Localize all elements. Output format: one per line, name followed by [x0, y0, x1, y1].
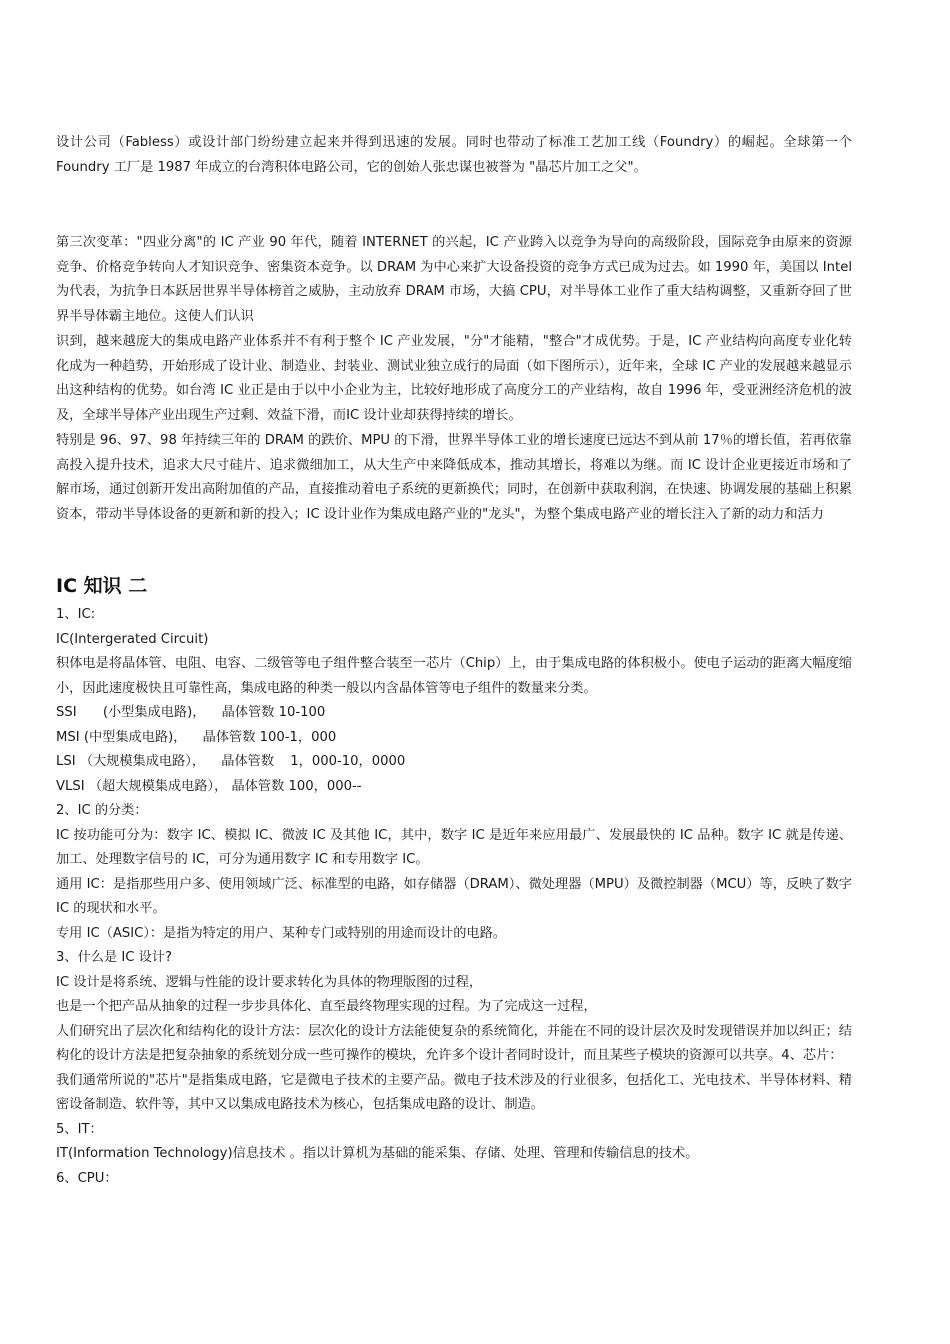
class-range: 100，000-- [288, 778, 362, 794]
class-name: （超大规模集成电路）， [88, 778, 228, 794]
class-range: 100-1，000 [259, 729, 337, 745]
third-change-paragraph: 第三次变革："四业分离"的 IC 产业 90 年代，随着 INTERNET 的兴起，IC 产业跨入以竞争为导向的高级阶段，国际竞争由原来的资源竞争、价格竞争转向人才知识竞争、密集资本竞争。以 DRAM 为中心来扩大设备投资的竞争方式已成为过去。如 1990 年，美国以 Intel 为代表，为抗争日本跃居世界半导体榜首之威胁，主动放弃 DRAM 市场，大搞 CPU，对半导体工业作了重大结构调整，又重新夺回了世界半导体霸主地位。这使人们认识 [56, 235, 852, 324]
q5-paragraph: IT(Information Technology)信息技术 。指以计算机为基础的能采集、存储、处理、管理和传输信息的技术。 [56, 1146, 699, 1161]
class-abbr: MSI [56, 729, 80, 745]
q1-description: 积体电是将晶体管、电阻、电容、二级管等电子组件整合装至一芯片（Chip）上，由于集成电路的体积极小。使电子运动的距离大幅度缩小，因此速度极快且可靠性高，集成电路的种类一般以内含晶体管等电子组件的数量来分类。 [56, 656, 852, 696]
q5-title: 5、IT： [56, 1121, 103, 1137]
q3-paragraph-1: IC 设计是将系统、逻辑与性能的设计要求转化为具体的物理版图的过程， [56, 974, 483, 990]
class-range: 1，000-10，0000 [290, 754, 406, 769]
q4-paragraph: 我们通常所说的"芯片"是指集成电路，它是微电子技术的主要产品。微电子技术涉及的行业很多，包括化工、光电技术、半导体材料、精密设备制造、软件等，其中又以集成电路技术为核心，包括集成电路的设计、制造。 [56, 1072, 852, 1112]
q1-fullname: IC(Intergerated Circuit) [56, 631, 209, 647]
q2-paragraph-general: 通用 IC：是指那些用户多、使用领域广泛、标准型的电路，如存储器（DRAM）、微处理器（MPU）及微控制器（MCU）等，反映了数字 IC 的现状和水平。 [56, 876, 852, 916]
industry-structure-paragraph: 识到，越来越庞大的集成电路产业体系并不有利于整个 IC 产业发展，"分"才能精，"整合"才成优势。于是，IC 产业结构向高度专业化转化成为一种趋势，开始形成了设计业、制造业、封装业、测试业独立成行的局面（如下图所示），近年来，全球 IC 产业的发展越来越显示出这种结构的优势。如台湾 IC 业正是由于以中小企业为主，比较好地形成了高度分工的产业结构，故自 1996 年，受亚洲经济危机的波及，全球半导体产业出现生产过剩、效益下滑，而IC 设计业却获得持续的增长。 [56, 334, 852, 423]
q2-title: 2、IC 的分类： [56, 803, 148, 818]
q2-paragraph-functions: IC 按功能可分为：数字 IC、模拟 IC、微波 IC 及其他 IC，其中，数字 IC 是近年来应用最广、发展最快的 IC 品种。数字 IC 就是传递、加工、处理数字信号的 IC，可分为通用数字 IC 和专用数字 IC。 [56, 827, 852, 867]
ic-knowledge-section [56, 603, 852, 1191]
class-abbr: LSI [56, 754, 76, 769]
class-row-msi [56, 726, 852, 751]
q3-paragraph-3: 人们研究出了层次化和结构化的设计方法：层次化的设计方法能使复杂的系统简化，并能在不同的设计层次及时发现错误并加以纠正；结构化的设计方法是把复杂抽象的系统划分成一些可操作的模块，允许多个设计者同时设计，而且某些子模块的资源可以共享。4、芯片： [56, 1023, 852, 1063]
class-abbr: VLSI [56, 778, 85, 794]
class-row-ssi [56, 701, 852, 726]
q6-title: 6、CPU： [56, 1170, 118, 1186]
growth-paragraph: 特别是 96、97、98 年持续三年的 DRAM 的跌价、MPU 的下滑，世界半导体工业的增长速度已远达不到从前 17％的增长值，若再依靠高投入提升技术，追求大尺寸硅片、追求微细加工，从大生产中来降低成本，推动其增长，将难以为继。而 IC 设计企业更接近市场和了解市场，通过创新开发出高附加值的产品，直接推动着电子系统的更新换代；同时，在创新中获取利润，在快速、协调发展的基础上积累资本，带动半导体设备的更新和新的投入；IC 设计业作为集成电路产业的"龙头"，为整个集成电路产业的增长注入了新的动力和活力 [56, 433, 852, 522]
class-label: 晶体管数 [221, 705, 275, 720]
class-row-vlsi [56, 775, 852, 800]
q2-paragraph-asic: 专用 IC（ASIC）：是指为特定的用户、某种专门或特别的用途而设计的电路。 [56, 925, 506, 941]
class-label: 晶体管数 [231, 778, 285, 794]
class-label: 晶体管数 [221, 754, 275, 769]
intro-paragraph: 设计公司（Fabless）或设计部门纷纷建立起来并得到迅速的发展。同时也带动了标准工艺加工线（Foundry）的崛起。全球第一个 Foundry 工厂是 1987 年成立的台湾积体电路公司，它的创始人张忠谋也被誉为 "晶芯片加工之父"。 [56, 135, 852, 175]
q3-title: 3、什么是 IC 设计? [56, 950, 172, 965]
class-name: （大规模集成电路）， [79, 754, 206, 769]
class-row-lsi [56, 750, 852, 775]
class-range: 10-100 [278, 705, 326, 720]
section-heading: IC 知识 二 [56, 575, 148, 597]
class-name: (中型集成电路)， [83, 729, 187, 745]
q1-title: 1、IC: [56, 607, 96, 622]
class-abbr: SSI [56, 705, 77, 720]
class-label: 晶体管数 [202, 729, 256, 745]
q3-paragraph-2: 也是一个把产品从抽象的过程一步步具体化、直至最终物理实现的过程。为了完成这一过程， [56, 999, 597, 1014]
class-name: (小型集成电路)， [102, 705, 206, 720]
